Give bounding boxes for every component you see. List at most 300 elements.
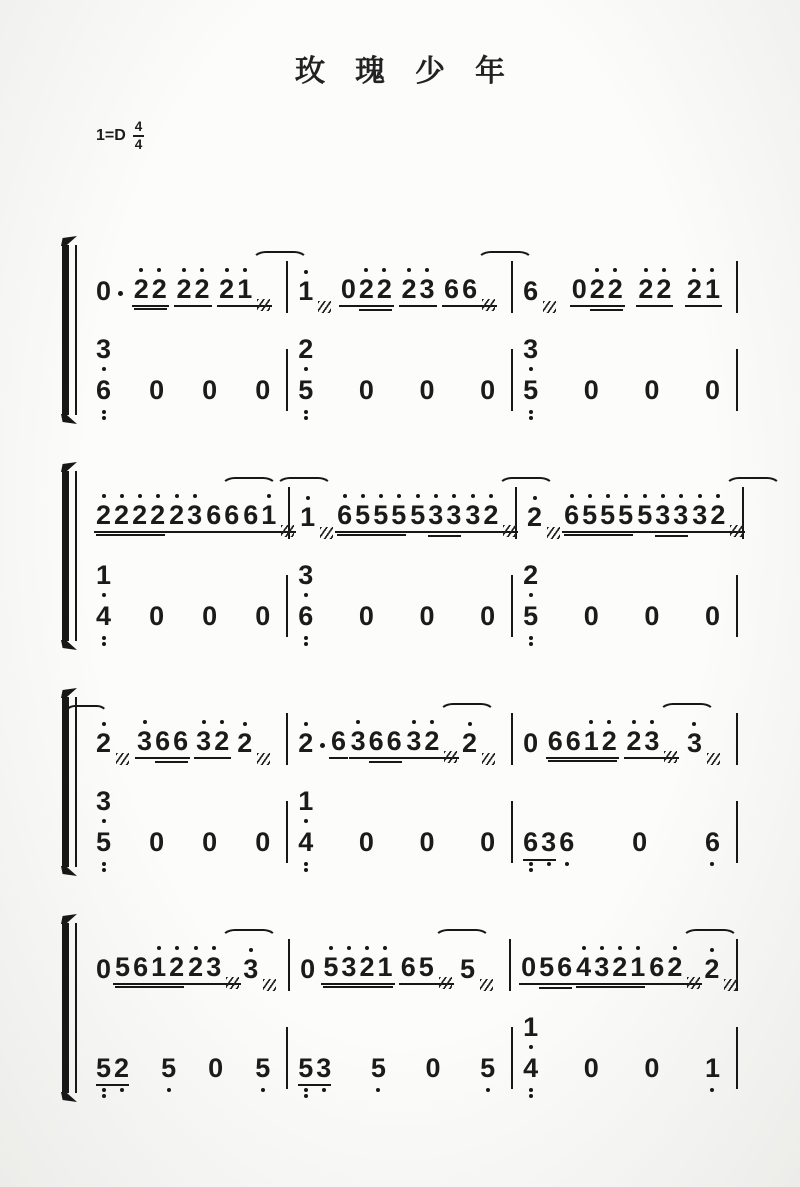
- measure: [513, 265, 736, 307]
- note-digit: 6: [368, 726, 384, 756]
- octave-dot-low-slot: [304, 630, 308, 647]
- octave-dot-high: [212, 946, 216, 950]
- note-digit: 2: [462, 728, 478, 758]
- note-digit: 3: [298, 560, 314, 590]
- note-digit: 5: [523, 375, 539, 405]
- note-digit: 6: [462, 274, 478, 304]
- note-digit: 2: [589, 274, 605, 304]
- octave-dot-high: [139, 268, 143, 272]
- note-group: [574, 943, 647, 985]
- note-digit: 6: [444, 274, 460, 304]
- note: [523, 267, 538, 305]
- key-prefix: 1=D: [96, 126, 126, 144]
- note: [371, 1055, 386, 1099]
- octave-dot-low: [304, 410, 308, 414]
- octave-dot-high: [416, 494, 420, 498]
- barline: [736, 575, 738, 637]
- note: [300, 493, 315, 531]
- note: [96, 491, 111, 529]
- octave-dot-low: [304, 642, 308, 646]
- measure: [288, 265, 511, 307]
- note: [523, 829, 538, 873]
- note-digit: 3: [206, 952, 222, 982]
- note-digit: 6: [224, 500, 240, 530]
- note: [188, 943, 203, 981]
- staff-upper: [86, 921, 738, 985]
- note: [444, 265, 459, 303]
- barline: [736, 1027, 738, 1089]
- note-digit: 0: [571, 274, 587, 304]
- flower-finger-slashes: [281, 525, 294, 537]
- system-bracket: [62, 697, 69, 867]
- note-digit: 5: [96, 1053, 112, 1083]
- octave-dot-low: [102, 593, 106, 597]
- octave-dot-low: [167, 1088, 171, 1092]
- octave-dot-low: [304, 862, 308, 866]
- note-digit: 0: [480, 375, 496, 405]
- measure: [86, 491, 288, 533]
- octave-dot-high: [200, 268, 204, 272]
- note: [687, 265, 702, 303]
- note-digit: 1: [583, 726, 599, 756]
- octave-dot-high: [644, 268, 648, 272]
- note: [316, 1055, 331, 1099]
- staff-lower: [86, 560, 738, 647]
- beam-subgroup: [590, 265, 623, 303]
- note-digit: 5: [161, 1053, 177, 1083]
- octave-dot-high: [692, 268, 696, 272]
- note-digit: 1: [630, 952, 646, 982]
- note-digit: 2: [151, 274, 167, 304]
- note: [419, 603, 434, 647]
- octave-dot-high: [175, 494, 179, 498]
- note-group: [478, 377, 497, 421]
- octave-dot-high: [249, 948, 253, 952]
- note: [460, 945, 475, 983]
- note-group: [519, 943, 574, 985]
- octave-dot-high: [636, 946, 640, 950]
- note-group: [132, 265, 169, 307]
- octave-dot-low-slot: [486, 1082, 490, 1099]
- chord-group: [94, 562, 113, 647]
- note-group: [404, 717, 459, 759]
- note-digit: 6: [298, 601, 314, 631]
- note-digit: 0: [358, 827, 374, 857]
- octave-dot-high: [329, 946, 333, 950]
- note: [298, 719, 313, 757]
- flower-finger-slashes: [116, 753, 129, 765]
- note: [608, 265, 623, 303]
- flower-finger-slashes: [724, 979, 737, 991]
- note-group: [582, 1055, 601, 1099]
- note-group: [186, 943, 241, 985]
- octave-dot-high: [407, 268, 411, 272]
- note-group: [636, 265, 673, 307]
- note-group: [194, 717, 231, 759]
- octave-dot-high: [710, 948, 714, 952]
- note: [401, 943, 416, 981]
- note-digit: 1: [704, 1053, 720, 1083]
- note-group: [521, 719, 540, 759]
- octave-dot-low: [529, 410, 533, 414]
- note-group: [94, 1055, 131, 1099]
- note: [149, 829, 164, 873]
- octave-dot-low-slot: [547, 856, 551, 873]
- note-digit: 0: [419, 827, 435, 857]
- note-digit: 2: [169, 952, 185, 982]
- note-digit: 6: [564, 500, 580, 530]
- octave-dot-low: [102, 819, 106, 823]
- octave-dot-low-slot: [102, 630, 106, 647]
- note: [224, 491, 239, 529]
- note-digit: 2: [656, 274, 672, 304]
- tie-arc: [725, 477, 781, 497]
- note: [656, 265, 671, 303]
- note-digit: 3: [196, 726, 212, 756]
- note-digit: 2: [219, 274, 235, 304]
- note: [298, 788, 313, 826]
- note-group: [647, 943, 702, 985]
- note-group: [417, 829, 436, 873]
- octave-dot-low: [304, 819, 308, 823]
- note: [523, 603, 538, 647]
- note: [219, 265, 234, 303]
- note: [202, 603, 217, 647]
- flower-finger-slashes: [664, 751, 677, 763]
- note-digit: 3: [350, 726, 366, 756]
- note-digit: 0: [202, 827, 218, 857]
- note-group: [298, 493, 335, 533]
- note-digit: 0: [208, 1053, 224, 1083]
- note-digit: 2: [169, 500, 185, 530]
- note: [523, 562, 538, 600]
- note-group: [546, 717, 619, 759]
- octave-dot-high: [679, 494, 683, 498]
- note-group: [630, 829, 649, 873]
- note: [96, 788, 111, 826]
- staff-upper: [86, 469, 738, 533]
- measure: [288, 1055, 511, 1099]
- note: [539, 943, 554, 981]
- measure: [86, 265, 286, 307]
- note: [96, 267, 111, 305]
- note: [341, 265, 356, 303]
- octave-dot-low: [102, 642, 106, 646]
- note: [523, 719, 538, 757]
- octave-dot-low-slot: [710, 1082, 714, 1099]
- chord-group: [94, 336, 113, 421]
- octave-dot-low: [120, 1088, 124, 1092]
- note-digit: 3: [243, 954, 259, 984]
- note-digit: 1: [151, 952, 167, 982]
- note-digit: 6: [206, 500, 222, 530]
- note: [114, 1055, 129, 1099]
- note-group: [253, 829, 272, 873]
- note: [151, 943, 166, 981]
- note-digit: 6: [337, 500, 353, 530]
- octave-dot-low: [529, 1094, 533, 1098]
- octave-dot-low-slot: [304, 363, 308, 374]
- note-digit: 5: [355, 500, 371, 530]
- note: [377, 265, 392, 303]
- note: [176, 265, 191, 303]
- note-digit: 2: [132, 500, 148, 530]
- note-digit: 3: [686, 728, 702, 758]
- augmentation-dot: [320, 743, 325, 748]
- note-digit: 5: [523, 601, 539, 631]
- note-digit: 0: [149, 601, 165, 631]
- octave-dot-high: [607, 720, 611, 724]
- octave-dot-low: [322, 1088, 326, 1092]
- octave-dot-high: [193, 494, 197, 498]
- octave-dot-low: [529, 868, 533, 872]
- note-digit: 5: [298, 375, 314, 405]
- note-digit: 3: [673, 500, 689, 530]
- measure: [288, 717, 511, 759]
- note-digit: 2: [626, 726, 642, 756]
- flower-finger-slashes: [480, 979, 493, 991]
- note: [410, 491, 425, 529]
- note: [298, 603, 313, 647]
- note: [114, 491, 129, 529]
- note: [96, 336, 111, 374]
- staff-lower: [86, 786, 738, 873]
- chord-group: [521, 1014, 540, 1099]
- note-digit: 0: [523, 728, 539, 758]
- beam-subgroup: [369, 717, 402, 755]
- octave-dot-high: [662, 268, 666, 272]
- octave-dot-low: [304, 593, 308, 597]
- note-digit: 2: [298, 728, 314, 758]
- note-digit: 2: [176, 274, 192, 304]
- octave-dot-high: [347, 946, 351, 950]
- note: [602, 717, 617, 755]
- note: [705, 377, 720, 421]
- barline: [736, 713, 738, 765]
- note-digit: 5: [323, 952, 339, 982]
- note-digit: 6: [173, 726, 189, 756]
- octave-dot-high: [434, 494, 438, 498]
- octave-dot-high: [138, 494, 142, 498]
- note-digit: 0: [644, 375, 660, 405]
- note-digit: 0: [583, 601, 599, 631]
- beam-subgroup: [428, 491, 461, 529]
- note-digit: 2: [133, 274, 149, 304]
- octave-dot-low-slot: [102, 363, 106, 374]
- octave-dot-high: [710, 268, 714, 272]
- flower-finger-slashes: [730, 525, 743, 537]
- octave-dot-low-slot: [376, 1082, 380, 1099]
- note-group: [458, 945, 495, 985]
- measure: [86, 717, 286, 759]
- note: [173, 717, 188, 755]
- note-digit: 5: [618, 500, 634, 530]
- note-digit: 4: [96, 601, 112, 631]
- note-group: [703, 377, 722, 421]
- note-group: [369, 1055, 388, 1099]
- note-digit: 2: [527, 502, 543, 532]
- octave-dot-low-slot: [529, 404, 533, 421]
- note-group: [253, 1055, 272, 1099]
- note-group: [167, 491, 204, 533]
- note-digit: 0: [96, 954, 112, 984]
- octave-dot-high: [304, 270, 308, 274]
- note: [243, 945, 258, 983]
- octave-dot-high: [304, 722, 308, 726]
- octave-dot-high: [533, 496, 537, 500]
- note-group: [570, 265, 625, 307]
- note-digit: 3: [137, 726, 153, 756]
- flower-finger-slashes: [707, 753, 720, 765]
- octave-dot-high: [698, 494, 702, 498]
- note-group: [253, 603, 272, 647]
- note-group: [582, 377, 601, 421]
- note-digit: 2: [523, 560, 539, 590]
- beam-subgroup: [523, 829, 556, 873]
- note: [462, 719, 477, 757]
- note-group: [135, 717, 190, 759]
- flower-finger-slashes: [444, 751, 457, 763]
- octave-dot-high: [225, 268, 229, 272]
- octave-dot-low: [376, 1088, 380, 1092]
- note-digit: 6: [400, 952, 416, 982]
- note-digit: 3: [341, 952, 357, 982]
- note-digit: 5: [418, 952, 434, 982]
- note: [298, 829, 313, 873]
- note-digit: 0: [583, 1053, 599, 1083]
- note-group: [174, 265, 211, 307]
- chord-group: [521, 336, 540, 421]
- octave-dot-high: [220, 720, 224, 724]
- note: [133, 943, 148, 981]
- system-start-barline: [75, 245, 77, 415]
- note-digit: 1: [237, 274, 253, 304]
- octave-dot-low: [102, 410, 106, 414]
- note-group: [357, 377, 376, 421]
- note-group: [113, 943, 186, 985]
- octave-dot-low-slot: [529, 363, 533, 374]
- note: [527, 493, 542, 531]
- note-digit: 3: [541, 827, 557, 857]
- note: [673, 491, 688, 529]
- octave-dot-high: [175, 946, 179, 950]
- octave-dot-low: [304, 636, 308, 640]
- note: [96, 719, 111, 757]
- octave-dot-high: [618, 946, 622, 950]
- note-group: [635, 491, 690, 533]
- note-group: [253, 377, 272, 421]
- note: [638, 265, 653, 303]
- note-digit: 4: [298, 827, 314, 857]
- note-digit: 3: [446, 500, 462, 530]
- octave-dot-low-slot: [322, 1082, 326, 1099]
- note-digit: 1: [298, 786, 314, 816]
- octave-dot-high: [379, 494, 383, 498]
- note: [637, 491, 652, 529]
- note: [483, 491, 498, 529]
- note: [523, 1014, 538, 1052]
- note: [600, 491, 615, 529]
- note-group: [339, 265, 394, 307]
- octave-dot-low: [304, 868, 308, 872]
- octave-dot-high: [489, 494, 493, 498]
- note-digit: 2: [114, 1053, 130, 1083]
- octave-dot-low-slot: [261, 1082, 265, 1099]
- octave-dot-low: [529, 416, 533, 420]
- note: [612, 943, 627, 981]
- note-digit: 6: [649, 952, 665, 982]
- note-group: [200, 829, 219, 873]
- note: [298, 1055, 313, 1099]
- note-digit: 2: [194, 274, 210, 304]
- note-digit: 0: [96, 276, 112, 306]
- note: [202, 377, 217, 421]
- note-group: [296, 719, 328, 759]
- note-digit: 2: [483, 500, 499, 530]
- octave-dot-low: [261, 1088, 265, 1092]
- note-digit: 5: [255, 1053, 271, 1083]
- note: [149, 603, 164, 647]
- note: [521, 943, 536, 981]
- note-digit: 0: [255, 601, 271, 631]
- octave-dot-low: [102, 416, 106, 420]
- note-group: [241, 491, 296, 533]
- note-group: [642, 377, 661, 421]
- note: [644, 377, 659, 421]
- octave-dot-low: [102, 1088, 106, 1092]
- chord-group: [296, 562, 315, 647]
- note: [564, 491, 579, 529]
- note-digit: 0: [149, 375, 165, 405]
- note: [480, 377, 495, 421]
- note-group: [94, 945, 113, 985]
- note: [300, 945, 315, 983]
- flower-finger-slashes: [318, 301, 331, 313]
- system-start-barline: [75, 697, 77, 867]
- note-digit: 4: [523, 1053, 539, 1083]
- octave-dot-low: [710, 862, 714, 866]
- octave-dot-low: [102, 367, 106, 371]
- octave-dot-low: [102, 868, 106, 872]
- note-digit: 2: [188, 952, 204, 982]
- beam-subgroup: [359, 265, 392, 303]
- note: [337, 491, 352, 529]
- octave-dot-low: [529, 593, 533, 597]
- note-group: [147, 603, 166, 647]
- octave-dot-high: [632, 720, 636, 724]
- octave-dot-high: [243, 268, 247, 272]
- chord-group: [296, 336, 315, 421]
- time-signature-denominator: 4: [134, 136, 143, 152]
- note-group: [94, 491, 167, 533]
- flower-finger-slashes: [482, 753, 495, 765]
- note-digit: 0: [644, 601, 660, 631]
- note-group: [349, 717, 404, 759]
- note-digit: 0: [704, 601, 720, 631]
- note: [196, 717, 211, 755]
- system-start-barline: [75, 471, 77, 641]
- octave-dot-low: [547, 862, 551, 866]
- note-digit: 5: [410, 500, 426, 530]
- octave-dot-low-slot: [102, 856, 106, 873]
- octave-dot-low: [304, 1094, 308, 1098]
- note-group: [478, 829, 497, 873]
- note-group: [703, 829, 722, 873]
- key-signature: [96, 120, 800, 151]
- note-digit: 5: [370, 1053, 386, 1083]
- system: [62, 695, 738, 873]
- note: [391, 491, 406, 529]
